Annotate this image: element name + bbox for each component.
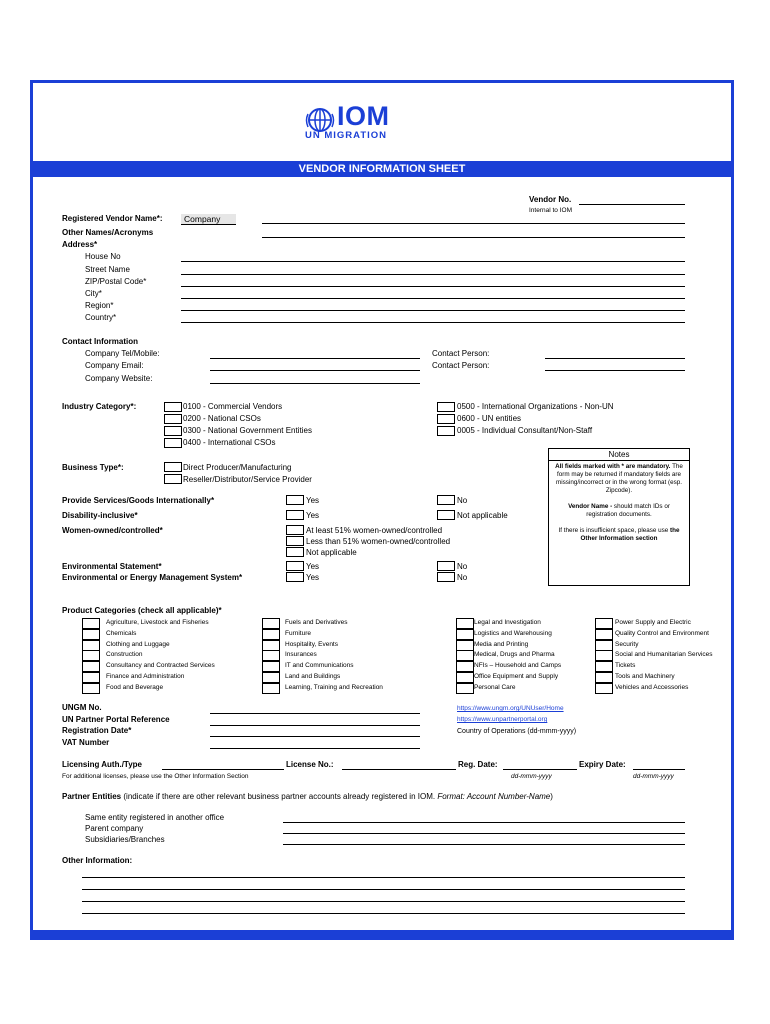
product-category-checkbox[interactable] (262, 618, 280, 629)
partner-same-entity-label: Same entity registered in another office (85, 813, 225, 822)
vendor-no-field[interactable] (579, 204, 685, 205)
product-category-label: Quality Control and Environment (615, 629, 709, 637)
other-names-label: Other Names/Acronyms (62, 228, 154, 237)
other-info-line-1[interactable] (82, 877, 685, 878)
product-category-checkbox[interactable] (82, 650, 100, 661)
disability-na-label: Not applicable (457, 511, 508, 520)
business-producer-label: Direct Producer/Manufacturing (183, 463, 292, 472)
product-category-label: Medical, Drugs and Pharma (474, 651, 555, 659)
address-zip-field[interactable] (181, 286, 685, 287)
notes-vendor-name-text: should match IDs or registration documents. (586, 503, 670, 518)
product-category-checkbox[interactable] (82, 672, 100, 683)
reg-date-format: dd-mmm-yyyy (511, 773, 552, 780)
product-category-label: Agriculture, Livestock and Fisheries (106, 619, 209, 626)
unpp-link[interactable]: https://www.unpartnerportal.org (457, 716, 548, 723)
other-info-line-4[interactable] (82, 913, 685, 914)
licensing-note: For additional licenses, please use the Other Information Section (62, 773, 249, 780)
licensing-auth-field[interactable] (162, 769, 284, 770)
product-category-label: Office Equipment and Supply (474, 673, 559, 680)
ungm-label: UNGM No. (62, 703, 102, 712)
product-category-checkbox[interactable] (82, 661, 100, 672)
notes-vendor-name-bold: Vendor Name - (568, 503, 613, 510)
women-owned-less-checkbox[interactable] (286, 536, 304, 546)
env-system-yes-checkbox[interactable] (286, 572, 304, 582)
vendor-no-note: Internal to IOM (529, 207, 572, 214)
product-category-checkbox[interactable] (262, 672, 280, 683)
notes-header: Notes (549, 449, 689, 461)
page-title: VENDOR INFORMATION SHEET (33, 161, 731, 177)
registered-vendor-name-line[interactable] (262, 223, 685, 224)
industry-0005-checkbox[interactable] (437, 426, 455, 436)
vendor-no-label: Vendor No. (529, 195, 572, 204)
women-owned-51-checkbox[interactable] (286, 525, 304, 535)
product-category-label: Personal Care (474, 683, 516, 691)
company-email-field[interactable] (210, 370, 420, 371)
industry-0400-label: 0400 - International CSOs (183, 438, 276, 447)
contact-person-field-2[interactable] (545, 370, 685, 371)
business-reseller-label: Reseller/Distributor/Service Provider (183, 475, 312, 484)
registration-date-label: Registration Date* (62, 726, 132, 735)
provide-services-yes-label: Yes (306, 496, 320, 505)
product-category-checkbox[interactable] (82, 618, 100, 629)
women-owned-na-checkbox[interactable] (286, 547, 304, 557)
expiry-date-label: Expiry Date: (579, 760, 626, 769)
product-category-label: IT and Communications (285, 662, 354, 670)
industry-0300-checkbox[interactable] (164, 426, 182, 436)
women-owned-na-label: Not applicable (306, 548, 357, 557)
product-category-label: NFIs – Household and Camps (474, 662, 562, 670)
product-category-label: Clothing and Luggage (106, 640, 170, 648)
industry-0100-label: 0100 - Commercial Vendors (183, 402, 283, 411)
industry-0200-checkbox[interactable] (164, 414, 182, 424)
product-category-checkbox[interactable] (595, 640, 613, 651)
product-category-label: Construction (106, 651, 143, 659)
contact-info-label: Contact Information (62, 337, 138, 346)
product-category-checkbox[interactable] (262, 661, 280, 672)
contact-person-label-1: Contact Person: (432, 349, 490, 358)
disability-na-checkbox[interactable] (437, 510, 455, 520)
unpp-label: UN Partner Portal Reference (62, 715, 170, 724)
partner-entities-close: ) (550, 792, 553, 801)
industry-category-label: Industry Category*: (62, 402, 137, 411)
industry-0200-label: 0200 - National CSOs (183, 414, 261, 423)
product-category-label: Vehicles and Accessories (615, 683, 689, 691)
expiry-date-field[interactable] (633, 769, 685, 770)
environmental-statement-label: Environmental Statement* (62, 562, 162, 571)
product-category-label: Tools and Machinery (615, 673, 675, 680)
address-country-label: Country* (85, 313, 117, 322)
environmental-system-label: Environmental or Energy Management System* (62, 573, 243, 582)
product-category-label: Finance and Administration (106, 673, 185, 680)
product-category-label: Chemicals (106, 629, 137, 637)
reg-date-field[interactable] (503, 769, 577, 770)
notes-box (548, 448, 690, 586)
vendor-information-sheet (30, 80, 734, 940)
product-category-checkbox[interactable] (456, 640, 474, 651)
env-system-no-label: No (457, 573, 468, 582)
company-email-label: Company Email: (85, 361, 144, 370)
product-category-checkbox[interactable] (595, 672, 613, 683)
industry-0600-label: 0600 - UN entities (457, 414, 522, 423)
business-reseller-checkbox[interactable] (164, 474, 182, 484)
registered-vendor-name-field[interactable]: Company (181, 214, 236, 225)
other-info-line-3[interactable] (82, 901, 685, 902)
disability-label: Disability-inclusive* (62, 511, 138, 520)
address-street-label: Street Name (85, 265, 130, 274)
company-website-label: Company Website: (85, 374, 153, 383)
product-category-checkbox[interactable] (82, 640, 100, 651)
license-no-field[interactable] (342, 769, 456, 770)
unpp-field[interactable] (210, 725, 420, 726)
industry-0500-checkbox[interactable] (437, 402, 455, 412)
address-house-no-label: House No (85, 252, 121, 261)
env-system-yes-label: Yes (306, 573, 320, 582)
product-category-label: Food and Beverage (106, 683, 164, 691)
env-statement-no-checkbox[interactable] (437, 561, 455, 571)
env-statement-yes-label: Yes (306, 562, 320, 571)
partner-parent-field[interactable] (283, 833, 685, 834)
partner-parent-label: Parent company (85, 824, 144, 833)
product-category-checkbox[interactable] (82, 683, 100, 694)
company-tel-field[interactable] (210, 358, 420, 359)
address-street-field[interactable] (181, 274, 685, 275)
partner-subsidiaries-field[interactable] (283, 844, 685, 845)
address-region-label: Region* (85, 301, 114, 310)
other-info-line-2[interactable] (82, 889, 685, 890)
ungm-link[interactable]: https://www.ungm.org/UNUser/Home (457, 705, 564, 712)
product-category-label: Legal and Investigation (474, 619, 541, 626)
product-category-checkbox[interactable] (262, 683, 280, 694)
product-category-label: Land and Buildings (285, 673, 341, 680)
ungm-field[interactable] (210, 713, 420, 714)
other-names-field[interactable] (262, 237, 685, 238)
product-category-checkbox[interactable] (262, 640, 280, 651)
env-statement-yes-checkbox[interactable] (286, 561, 304, 571)
product-category-label: Furniture (285, 629, 312, 637)
partner-entities-bold: Partner Entities (62, 792, 122, 801)
partner-entities-format: Format: Account Number-Name (437, 792, 551, 801)
partner-subsidiaries-label: Subsidiaries/Branches (85, 835, 165, 844)
partner-same-entity-field[interactable] (283, 822, 685, 823)
product-category-label: Hospitality, Events (285, 640, 338, 648)
address-label: Address* (62, 240, 98, 249)
company-website-field[interactable] (210, 383, 420, 384)
industry-0005-label: 0005 - Individual Consultant/Non-Staff (457, 426, 593, 435)
product-category-checkbox[interactable] (456, 661, 474, 672)
logo-subtitle: UN MIGRATION (305, 130, 388, 141)
women-owned-less-label: Less than 51% women-owned/controlled (306, 537, 451, 546)
address-region-field[interactable] (181, 310, 685, 311)
registration-date-field[interactable] (210, 736, 420, 737)
industry-0400-checkbox[interactable] (164, 438, 182, 448)
product-category-checkbox[interactable] (456, 618, 474, 629)
address-city-field[interactable] (181, 298, 685, 299)
contact-person-field-1[interactable] (545, 358, 685, 359)
product-category-checkbox[interactable] (456, 650, 474, 661)
notes-space-bold: the Other Information section (580, 527, 680, 542)
business-type-label: Business Type*: (62, 463, 124, 472)
industry-0300-label: 0300 - National Government Entities (183, 426, 312, 435)
address-city-label: City* (85, 289, 102, 298)
provide-services-no-checkbox[interactable] (437, 495, 455, 505)
women-owned-label: Women-owned/controlled* (62, 526, 163, 535)
product-category-checkbox[interactable] (456, 672, 474, 683)
disability-yes-checkbox[interactable] (286, 510, 304, 520)
product-category-checkbox[interactable] (595, 683, 613, 694)
logo-name: IOM (337, 101, 390, 131)
provide-services-yes-checkbox[interactable] (286, 495, 304, 505)
product-category-checkbox[interactable] (595, 661, 613, 672)
address-house-no-field[interactable] (181, 261, 685, 262)
notes-mandatory-bold: All fields marked with * are mandatory. (555, 463, 671, 470)
partner-entities-text: (indicate if there are other relevant business partner accounts already registered in IOM. (123, 792, 436, 801)
product-category-checkbox[interactable] (262, 629, 280, 640)
provide-services-label: Provide Services/Goods Internationally* (62, 496, 215, 505)
notes-space-text: If there is insufficient space, please use (558, 527, 669, 534)
women-owned-51-label: At least 51% women-owned/controlled (306, 526, 443, 535)
env-statement-no-label: No (457, 562, 468, 571)
notes-mandatory-text: The form may be returned if mandatory fields are missing/incorrect or in the wrong format (esp. Zipcode). (556, 463, 683, 494)
disability-yes-label: Yes (306, 511, 320, 520)
product-category-label: Fuels and Derivatives (285, 619, 348, 626)
industry-0600-checkbox[interactable] (437, 414, 455, 424)
product-category-label: Consultancy and Contracted Services (106, 662, 215, 670)
registered-vendor-name-label: Registered Vendor Name*: (62, 214, 163, 223)
product-category-label: Logistics and Warehousing (474, 629, 552, 637)
reg-date-label: Reg. Date: (458, 760, 498, 769)
address-country-field[interactable] (181, 322, 685, 323)
product-category-label: Power Supply and Electric (615, 619, 691, 626)
industry-0500-label: 0500 - International Organizations - Non-UN (457, 402, 614, 411)
env-system-no-checkbox[interactable] (437, 572, 455, 582)
product-category-label: Security (615, 640, 639, 648)
contact-person-label-2: Contact Person: (432, 361, 490, 370)
expiry-date-format: dd-mmm-yyyy (633, 773, 674, 780)
product-category-checkbox[interactable] (595, 629, 613, 640)
product-category-label: Learning, Training and Recreation (285, 683, 383, 691)
product-category-label: Insurances (285, 651, 317, 659)
vat-number-field[interactable] (210, 748, 420, 749)
business-producer-checkbox[interactable] (164, 462, 182, 472)
product-category-checkbox[interactable] (262, 650, 280, 661)
company-tel-label: Company Tel/Mobile: (85, 349, 160, 358)
vat-number-label: VAT Number (62, 738, 110, 747)
license-no-label: License No.: (286, 760, 334, 769)
product-category-label: Media and Printing (474, 640, 529, 648)
product-categories-label: Product Categories (check all applicable)* (62, 606, 222, 615)
licensing-auth-label: Licensing Auth./Type (62, 760, 143, 769)
partner-entities-label (62, 792, 553, 801)
product-category-checkbox[interactable] (595, 650, 613, 661)
product-category-checkbox[interactable] (456, 683, 474, 694)
product-category-checkbox[interactable] (82, 629, 100, 640)
other-information-label: Other Information: (62, 856, 133, 865)
product-category-checkbox[interactable] (595, 618, 613, 629)
address-zip-label: ZIP/Postal Code* (85, 277, 147, 286)
product-category-label: Tickets (615, 662, 636, 670)
industry-0100-checkbox[interactable] (164, 402, 182, 412)
product-category-checkbox[interactable] (456, 629, 474, 640)
provide-services-no-label: No (457, 496, 468, 505)
product-category-label: Social and Humanitarian Services (615, 651, 713, 659)
country-operations-label: Country of Operations (dd-mmm-yyyy) (457, 728, 577, 735)
